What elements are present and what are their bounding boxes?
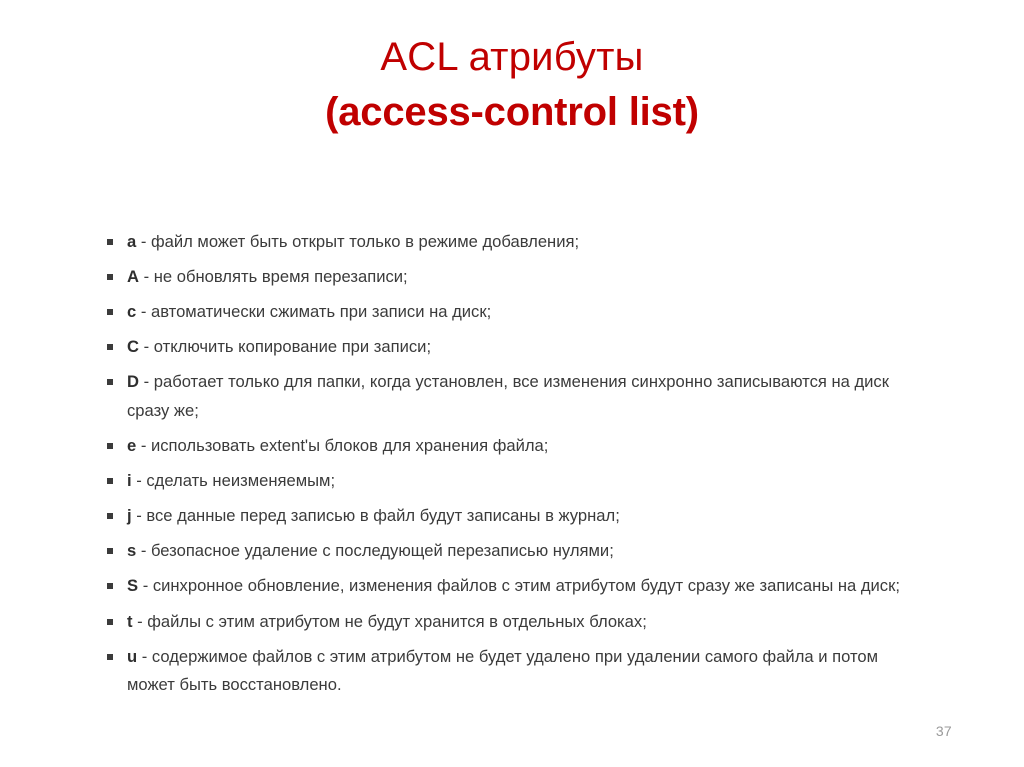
list-item [106,333,918,362]
attribute-separator: - [138,372,154,392]
attribute-letter: j [127,506,132,526]
attribute-description: файл может быть открыт только в режиме добавления; [150,232,580,251]
list-item [106,608,918,637]
attribute-letter: u [127,646,138,666]
attribute-letter: e [127,436,137,456]
attribute-description: синхронное обновление, изменения файлов с этим атрибутом будут сразу же записаны на диск; [152,576,900,596]
attribute-letter: s [127,541,137,561]
attribute-letter: t [127,611,133,631]
attribute-letter: A [127,267,139,287]
attribute-separator: - [131,506,147,526]
page-title [0,34,1024,136]
square-bullet-icon [107,548,113,554]
page-number: 37 [935,723,952,739]
acl-attributes-list [106,228,918,706]
square-bullet-icon [107,239,113,245]
attribute-description: работает только для папки, когда установлен, все изменения синхронно записываются на диск сразу же; [127,372,889,420]
square-bullet-icon [107,443,113,449]
square-bullet-icon [107,654,113,660]
title-line-secondary: (access-control list) [325,90,699,135]
list-item [106,263,918,292]
attribute-separator: - [137,646,152,666]
list-item [106,298,918,327]
attribute-separator: - [132,611,148,631]
square-bullet-icon [107,274,113,280]
attribute-separator: - [138,576,153,596]
attribute-separator: - [136,436,151,456]
square-bullet-icon [107,513,113,519]
attribute-letter: i [127,471,132,491]
attribute-letter: c [127,302,137,322]
square-bullet-icon [107,478,113,484]
attribute-separator: - [131,471,147,491]
attribute-separator: - [138,337,154,357]
attribute-description: отключить копирование при записи; [153,337,432,357]
list-item [106,537,918,566]
attribute-separator: - [136,302,151,322]
attribute-description: автоматически сжимать при записи на диск; [150,302,492,322]
attribute-description: все данные перед записью в файл будут записаны в журнал; [146,506,620,526]
attribute-description: не обновлять время перезаписи; [153,267,408,287]
list-item [106,432,918,461]
attribute-separator: - [138,267,154,287]
list-item [106,467,918,496]
attribute-letter: D [127,372,139,392]
attribute-description: использовать extent'ы блоков для хранения файла; [150,436,549,456]
square-bullet-icon [107,309,113,315]
list-item [106,572,918,601]
attribute-description: файлы с этим атрибутом не будут хранится в отдельных блоках; [147,611,647,631]
square-bullet-icon [107,583,113,589]
attribute-separator: - [136,541,151,561]
attribute-letter: S [127,576,139,596]
list-item [106,368,918,425]
attribute-letter: a [127,232,137,251]
attribute-separator: - [136,232,151,251]
list-item [106,643,918,700]
attribute-description: безопасное удаление с последующей перезаписью нулями; [150,541,614,561]
square-bullet-icon [107,344,113,350]
attribute-description: сделать неизменяемым; [146,471,336,491]
square-bullet-icon [107,619,113,625]
attribute-letter: C [127,337,139,357]
square-bullet-icon [107,379,113,385]
attribute-description: содержимое файлов с этим атрибутом не будет удалено при удалении самого файла и потом может быть восстановлено. [127,646,878,695]
title-line-primary: ACL атрибуты [380,35,644,79]
list-item [106,228,918,257]
list-item [106,502,918,531]
